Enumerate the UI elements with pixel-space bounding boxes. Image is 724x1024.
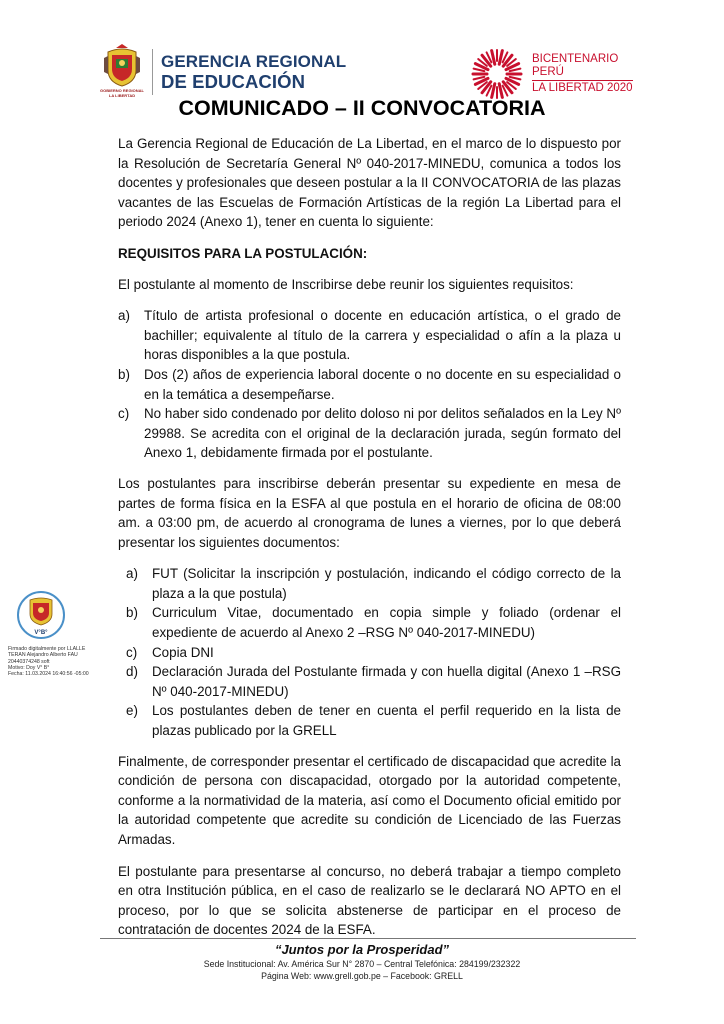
- intro-paragraph: La Gerencia Regional de Educación de La Libertad, en el marco de lo dispuesto por la Resolución de Secretaría General Nº 040-2017-MINEDU, comunica a todos los docentes y profesionales que deseen postular a la II CONVOCATORIA de las plazas vacantes de las Escuelas de Formación Artísticas de la región La Libertad para el periodo 2024 (Anexo 1), tener en cuenta lo siguiente:: [118, 136, 621, 230]
- documents-list: [118, 564, 621, 740]
- footer-divider: [100, 938, 636, 939]
- list-item: [126, 643, 621, 663]
- list-item: [126, 603, 621, 642]
- requirements-lead: El postulante al momento de Inscribirse debe reunir los siguientes requisitos:: [118, 276, 574, 292]
- gre-line-1: GERENCIA REGIONAL: [161, 52, 347, 71]
- list-marker: b): [118, 366, 130, 382]
- list-marker: a): [118, 308, 130, 324]
- list-item: [126, 701, 621, 740]
- list-marker: e): [126, 703, 138, 719]
- list-marker: b): [126, 605, 138, 621]
- list-item-text: Curriculum Vitae, documentado en copia simple y foliado (ordenar el expediente de acuerdo al Anexo 2 –RSG Nº 040-2017-MINEDU): [152, 605, 621, 641]
- footer-motto: “Juntos por la Prosperidad”: [274, 942, 450, 957]
- last-paragraph: El postulante para presentarse al concurso, no deberá trabajar a tiempo completo en otra Institución pública, en el caso de realizarlo se le declarará NO APTO en el proceso, por lo que se solicita abstenerse de participar en el proceso de contratación de docentes 2024 de la ESFA.: [118, 863, 621, 938]
- requirements-heading: REQUISITOS PARA LA POSTULACIÓN:: [118, 245, 368, 261]
- list-marker: c): [126, 644, 138, 660]
- sunburst-ray: [474, 69, 485, 71]
- seal-icon: [16, 590, 66, 640]
- list-item-text: Los postulantes deben de tener en cuenta el perfil requerido en la lista de plazas publicado por la GRELL: [152, 703, 621, 739]
- bicentenario-line-3: LA LIBERTAD 2020: [532, 82, 633, 94]
- sunburst-ray: [474, 77, 485, 79]
- documents-intro: Los postulantes para inscribirse deberán presentar su expediente en mesa de partes de forma física en la ESFA al que postula en el horario de oficina de 08:00 am. a 03:00 pm, de acuerdo al cronograma de lunes a viernes, por lo que deberá presentar los siguientes documentos:: [118, 475, 621, 550]
- gre-wordmark: [161, 52, 346, 92]
- page-title: COMUNICADO – II CONVOCATORIA: [178, 96, 546, 120]
- bicentenario-sunburst-icon: [470, 47, 524, 101]
- list-item: [126, 564, 621, 603]
- list-item-text: Copia DNI: [152, 644, 214, 660]
- footer-address: Sede Institucional: Av. América Sur N° 2870 – Central Telefónica: 284199/232322: [203, 959, 521, 969]
- regional-crest: [100, 44, 144, 100]
- gre-line-2: DE EDUCACIÓN: [161, 71, 306, 92]
- signature-text: Firmado digitalmente por LLALLE TERAN Alejandro Alberto FAU 20440374248 soft Motivo: Doy V° B° Fecha: 11.03.2024 16:40:56 -05:00: [8, 646, 89, 678]
- final-paragraph: Finalmente, de corresponder presentar el certificado de discapacidad que acredite la condición de persona con discapacidad, otorgado por la autoridad competente, conforme a la normatividad de la materia, así como el Documento oficial emitido por la autoridad competente que acredite su condición de Licenciado de las Fuerzas Armadas.: [118, 753, 621, 847]
- list-item: [118, 404, 621, 463]
- requirements-list: [118, 306, 621, 463]
- document-body: [118, 134, 621, 952]
- list-item: [118, 365, 621, 404]
- digital-signature-stamp: [8, 590, 108, 677]
- list-item-text: No haber sido condenado por delito doloso ni por delitos señalados en la Ley Nº 29988. Se acredita con el original de la declaración jurada, según formato del Anexo 1, debidamente firmada por el postulante.: [144, 406, 621, 461]
- list-item: [118, 306, 621, 365]
- seal-label: V°B°: [34, 630, 48, 636]
- list-item-text: Declaración Jurada del Postulante firmada y con huella digital (Anexo 1 –RSG Nº 040-2017-MINEDU): [152, 664, 621, 699]
- crest-caption-2: LA LIBERTAD: [108, 93, 136, 98]
- list-marker: c): [118, 406, 130, 422]
- list-item-text: Dos (2) años de experiencia laboral docente o no docente en su especialidad o en la temática a desempeñarse.: [144, 366, 621, 402]
- list-item: [126, 662, 621, 701]
- sunburst-ray: [510, 69, 521, 71]
- header-logo-gre: [100, 44, 346, 100]
- list-marker: d): [126, 664, 138, 680]
- bicentenario-logo: [470, 44, 633, 104]
- crest-icon: [102, 44, 142, 88]
- header-divider: [152, 49, 153, 95]
- list-item-text: FUT (Solicitar la inscripción y postulación, indicando el código correcto de la plaza a la que postula): [152, 566, 621, 601]
- footer-web: Página Web: www.grell.gob.pe – Facebook: GRELL: [261, 971, 463, 981]
- bicentenario-line-1: BICENTENARIO: [532, 53, 619, 65]
- list-marker: a): [126, 566, 138, 582]
- sunburst-ray: [510, 77, 521, 79]
- list-item-text: Título de artista profesional o docente en educación artística, o el grado de bachiller; equivalente al título de la carrera y especialidad o afín a la plaza u horas disponibles a la que postula.: [144, 308, 621, 363]
- footer: [0, 942, 724, 982]
- bicentenario-line-2: PERÚ: [532, 66, 564, 78]
- crest-caption-1: GOBIERNO REGIONAL: [100, 88, 145, 93]
